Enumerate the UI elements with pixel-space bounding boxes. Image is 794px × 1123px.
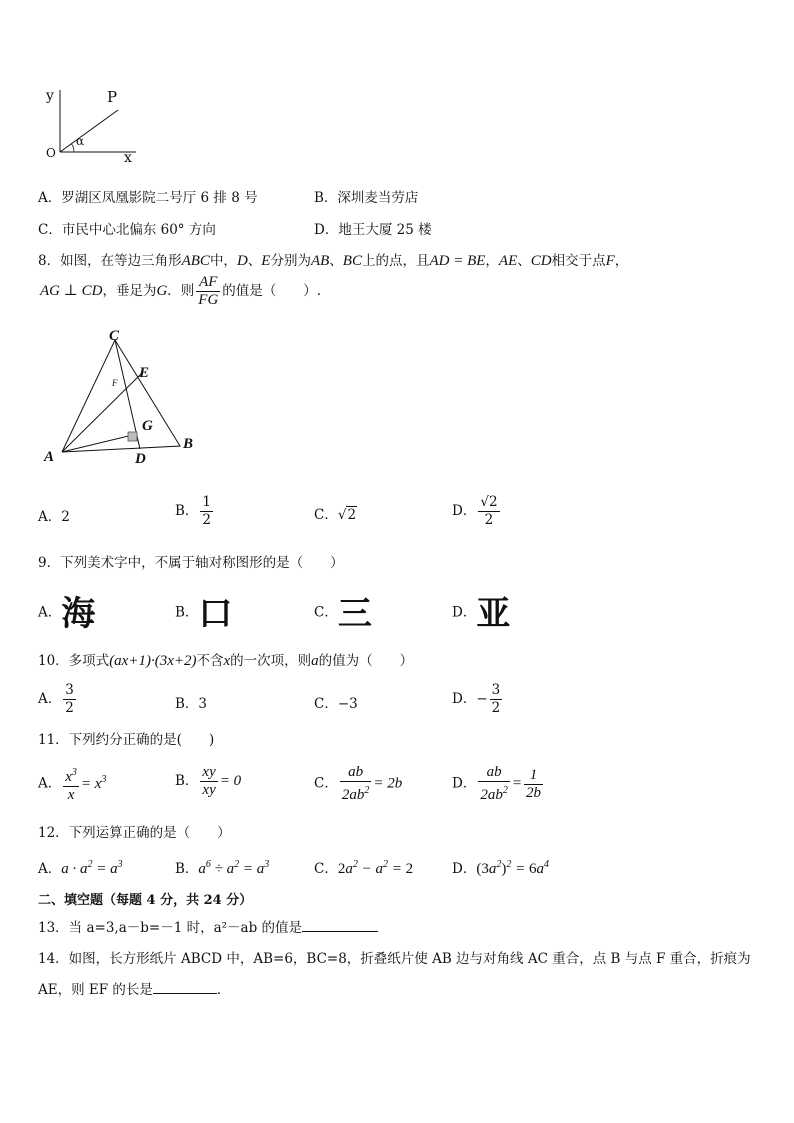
q8-stem-line2: AG ⊥ CD，垂足为G．则 $\frac{AF}{FG}$ 的值是（ ）.	[40, 274, 322, 308]
q7-label-x: x	[124, 150, 132, 166]
q10-option-a[interactable]: A． $\frac{3}{2}$	[38, 682, 74, 716]
q8-fig-label-d: D	[135, 451, 146, 467]
q8-option-b[interactable]: B． $\frac{1}{2}$	[175, 494, 212, 528]
q10-option-c[interactable]: C．−3	[314, 696, 358, 712]
q8-fig-label-c: C	[109, 328, 120, 344]
q10-option-b[interactable]: B．3	[175, 696, 208, 712]
q7-option-a[interactable]: A．罗湖区凤凰影院二号厅 6 排 8 号	[38, 190, 258, 206]
q7-option-d[interactable]: D．地王大厦 25 楼	[314, 222, 432, 238]
q14-line1: 14．如图，长方形纸片 ABCD 中，AB=6，BC=8，折叠纸片使 AB 边与对角线 AC 重合，点 B 与点 F 重合，折痕为	[38, 951, 751, 967]
q11-option-b[interactable]: B． $\frac{xy}{xy}$ = 0	[175, 764, 242, 798]
q10-stem: 10．多项式(ax+1)·(3x+2)不含x的一次项，则a的值为（ ）	[38, 653, 414, 669]
q7-option-b[interactable]: B．深圳麦当劳店	[314, 190, 419, 206]
q11-option-c[interactable]: C． $\frac{ab}{2ab^2}$ = 2b	[314, 764, 403, 803]
q8-fig-label-e: E	[139, 365, 150, 381]
q7-label-p: P	[107, 88, 118, 106]
q7-option-c[interactable]: C．市民中心北偏东 60° 方向	[38, 222, 216, 238]
q8-stem-line1: 8．如图，在等边三角形ABC中，D、E分别为AB、BC上的点，且AD = BE，AE、CD相交于点F，	[38, 253, 629, 269]
q12-option-d[interactable]: D．$(3a^2)^2 = 6a^4$	[452, 859, 549, 877]
q7-label-o: O	[46, 146, 56, 160]
q11-option-a[interactable]: A． $\frac{x^3}{x}$ = $x^3$	[38, 764, 106, 804]
q13-stem: 13．当 a=3,a－b=－1 时，a²－ab 的值是	[38, 916, 378, 936]
q11-stem: 11．下列约分正确的是( )	[38, 732, 215, 748]
q8-fig-label-a: A	[44, 449, 55, 465]
q14-line2: AE，则 EF 的长是 ．	[38, 982, 231, 998]
q7-label-alpha: α	[76, 134, 85, 148]
q13-answer-blank[interactable]	[302, 931, 378, 932]
q12-stem: 12．下列运算正确的是（ ）	[38, 825, 231, 841]
q8-option-a[interactable]: A．2	[38, 509, 70, 525]
q9-option-a[interactable]: A．海	[38, 594, 96, 634]
q7-figure	[40, 86, 150, 166]
q9-stem: 9．下列美术字中，不属于轴对称图形的是（ ）	[38, 555, 344, 571]
q12-option-a[interactable]: A．$a \cdot a^2 = a^3$	[38, 859, 123, 877]
q9-option-c[interactable]: C．三	[314, 594, 372, 634]
q9-option-b[interactable]: B．口	[175, 594, 233, 634]
q8-fig-label-g: G	[142, 418, 153, 434]
q12-option-b[interactable]: B．$a^6 \div a^2 = a^3$	[175, 859, 270, 877]
q8-option-d[interactable]: D． $\frac{√2}{2}$	[452, 494, 498, 528]
q11-option-d[interactable]: D． $\frac{ab}{2ab^2}$ = $\frac{1}{2b}$	[452, 764, 541, 803]
q9-option-d[interactable]: D．亚	[452, 594, 511, 634]
q12-option-c[interactable]: C．$2a^2 - a^2 = 2$	[314, 859, 414, 877]
q8-fig-label-b: B	[183, 436, 194, 452]
section-2-heading: 二、填空题（每题 4 分，共 24 分）	[38, 893, 253, 908]
q8-fig-label-f: F	[112, 378, 118, 388]
q7-label-y: y	[46, 88, 54, 104]
q14-answer-blank[interactable]	[153, 993, 217, 994]
q10-option-d[interactable]: D．− $\frac{3}{2}$	[452, 682, 501, 716]
q8-option-c[interactable]: C．√2	[314, 507, 357, 523]
